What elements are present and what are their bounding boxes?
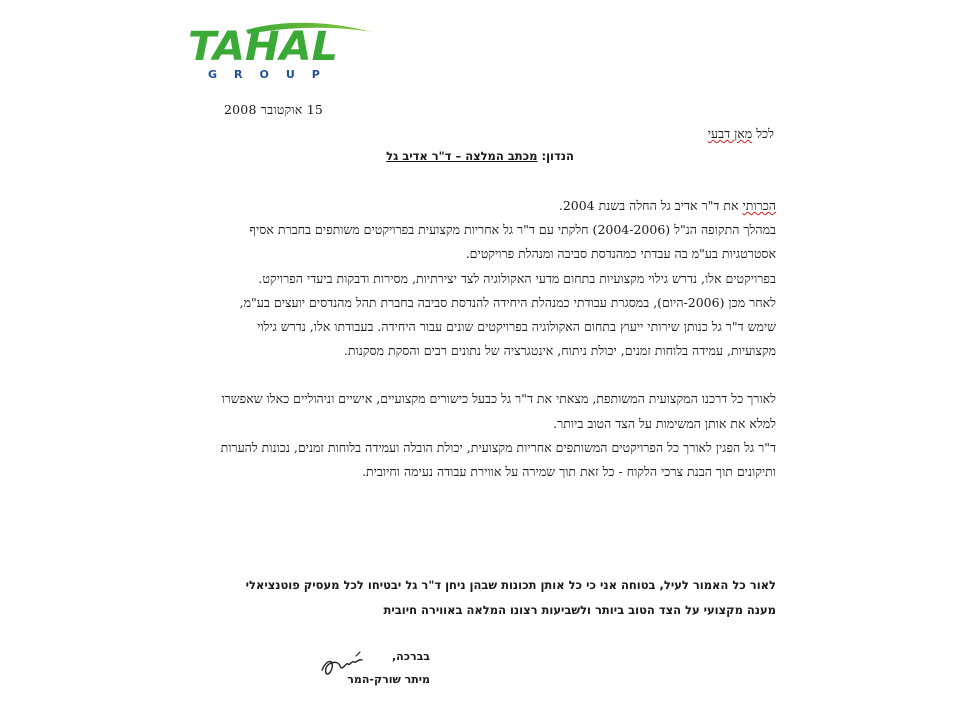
- addressee-line: [708, 126, 774, 142]
- paragraph-spacer: [220, 363, 776, 387]
- closing-paragraph: [216, 573, 776, 623]
- subject-text: מכתב המלצה – ד"ר אדיב גל: [386, 149, 538, 163]
- closing-text: לאור כל האמור לעיל, בטוחה אני כי כל אותן תכונות שבהן ניחן ד"ר גל יבטיחו לכל מעסיק פוטנציאלי מענה מקצועי על הצד הטוב ביותר ולשביעות רצונו המלאה באווירה חיובית: [245, 578, 776, 617]
- letter-body: [220, 194, 776, 484]
- handwritten-signature: [318, 648, 374, 682]
- paragraph: [220, 194, 776, 218]
- svg-text:GROUP: GROUP: [208, 68, 337, 81]
- paragraph: לאחר מכן (2006-היום), במסגרת עבודתי כמנהלת היחידה להנדסת סביבה בחברת תהל מהנדסים יועצים בע"מ, שימש ד"ר גל כנותן שירותי ייעוץ בתחום האקולוגיה בפרויקטים שונים עבור היחידה. בעבודתו אלו, נדרש גילוי מקצועיות, עמידה בלוחות זמנים, יכולת ניתוח, אינטגרציה של נתונים רבים והסקת מסקנות.: [239, 294, 776, 359]
- tahal-group-logo: [186, 16, 376, 82]
- signature-block: [318, 648, 430, 692]
- paragraph: בפרויקטים אלו, נדרש גילוי מקצועיות בתחום מדעי האקולוגיה לצד יצירתיות, מסירות ודבקות ביעדי הפרויקט.: [258, 270, 776, 286]
- paragraph: לאורך כל דרכנו המקצועית המשותפת, מצאתי את ד"ר גל כבעל כישורים מקצועיים, אישיים וניהוליים כאלו שאפשרו למלא את אותן המשימות על הצד הטוב ביותר.: [221, 391, 776, 431]
- paragraph-text: את ד"ר אדיב גל החלה בשנת 2004.: [558, 198, 743, 213]
- paragraph: ד"ר גל הפגין לאורך כל הפרויקטים המשותפים אחריות מקצועית, יכולת הובלה ועמידה בלוחות זמנים, נכונות להערות ותיקונים תוך הבנת צרכי הלקוח - כל זאת תוך שמירה על אווירת עבודה נעימה וחיובית.: [220, 439, 776, 480]
- addressee-prefix: לכל: [752, 126, 774, 141]
- addressee-name: מאן דבעי: [707, 126, 753, 141]
- subject-label: הנדון:: [537, 149, 574, 163]
- letter-date: 15 אוקטובר 2008: [224, 102, 323, 117]
- paragraph: במהלך התקופה הנ"ל (2004-2006) חלקתי עם ד"ר גל אחריות מקצועית בפרויקטים משותפים בחברת אסיף אסטרטגיות בע"מ בה עבדתי כמהנדסת סביבה ומנהלת פרויקטים.: [249, 222, 776, 262]
- marked-word: הכרותי: [742, 198, 776, 213]
- regards-text: בברכה,: [391, 650, 430, 663]
- svg-text:TAHAL: TAHAL: [188, 24, 338, 70]
- subject-line: [300, 149, 660, 163]
- signer-name: מיתר שורק-המר: [347, 673, 430, 686]
